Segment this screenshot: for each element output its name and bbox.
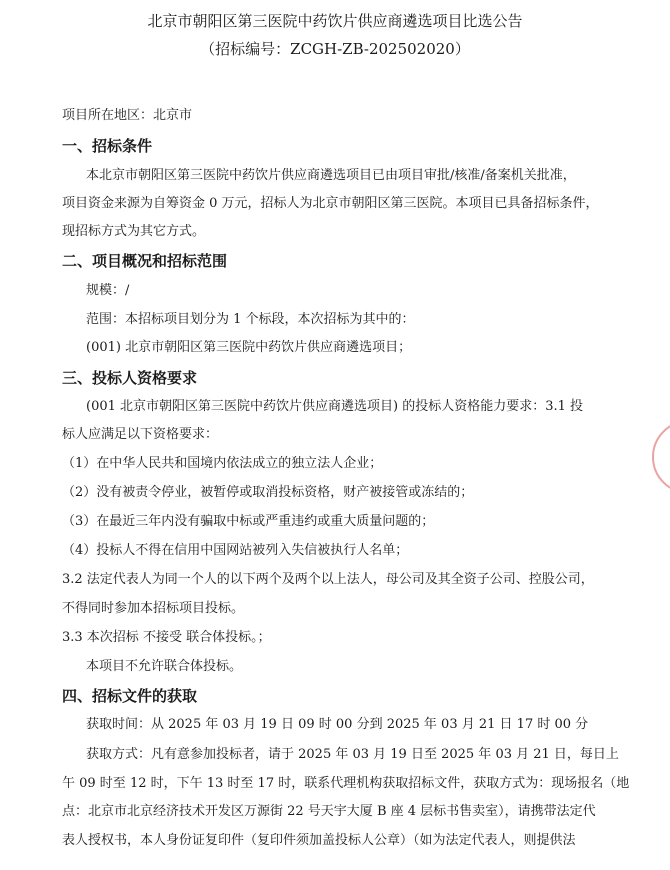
text-line: (001) 北京市朝阳区第三医院中药饮片供应商遴选项目； — [86, 340, 412, 355]
text-line: 现招标方式为其它方式。 — [62, 224, 206, 239]
project-region: 项目所在地区：北京市 — [62, 108, 193, 123]
text-line: 本北京市朝阳区第三医院中药饮片供应商遴选项目已由项目审批/核准/备案机关批准， — [86, 168, 576, 183]
text-line: （2）没有被责令停业，被暂停或取消投标资格，财产被接管或冻结的； — [62, 485, 474, 500]
text-line: 规模：/ — [86, 283, 130, 298]
text-line: （4）投标人不得在信用中国网站被列入失信被执行人名单； — [62, 543, 409, 558]
section-heading: 三、投标人资格要求 — [62, 369, 198, 387]
text-line: 获取方式：凡有意参加投标者，请于 2025 年 03 月 19 日至 2025 年 03 月 21 日，每日上 — [86, 747, 619, 762]
text-line: 标人应满足以下资格要求： — [62, 427, 219, 442]
text-line: 范围：本招标项目划分为 1 个标段，本次招标为其中的： — [86, 312, 415, 327]
text-line: （3）在最近三年内没有骗取中标或严重违约或重大质量问题的； — [62, 514, 435, 529]
page-title: 北京市朝阳区第三医院中药饮片供应商遴选项目比选公告 — [147, 12, 523, 30]
text-line: 3.3 本次招标 不接受 联合体投标。； — [62, 630, 271, 645]
text-line: （1）在中华人民共和国境内依法成立的独立法人企业； — [62, 456, 383, 471]
text-line: 点：北京市北京经济技术开发区万源街 22 号天宇大厦 B 座 4 层标书售卖室），请携带法定代 — [62, 804, 596, 819]
text-line: 不得同时参加本招标项目投标。 — [62, 601, 245, 616]
section-heading: 二、项目概况和招标范围 — [62, 252, 228, 270]
text-line: 3.2 法定代表人为同一个人的以下两个及两个以上法人，母公司及其全资子公司、控股公司， — [62, 572, 594, 587]
tender-number: （招标编号：ZCGH-ZB-202502020） — [200, 40, 470, 58]
text-line: 项目资金来源为自筹资金 0 万元，招标人为北京市朝阳区第三医院。本项目已具备招标条件， — [62, 196, 599, 211]
section-heading: 一、招标条件 — [62, 137, 153, 155]
text-line: 表人授权书，本人身份证复印件（复印件须加盖投标人公章）（如为法定代表人，则提供法 — [62, 833, 576, 848]
text-line: (001 北京市朝阳区第三医院中药饮片供应商遴选项目) 的投标人资格能力要求：3.1 投 — [86, 399, 584, 414]
section-heading: 四、招标文件的获取 — [62, 687, 198, 705]
seal-stamp — [652, 420, 670, 494]
text-line: 午 09 时至 12 时，下午 13 时至 17 时，联系代理机构获取招标文件，获取方式为：现场报名（地 — [62, 776, 630, 791]
text-line: 获取时间：从 2025 年 03 月 19 日 09 时 00 分到 2025 年 03 月 21 日 17 时 00 分 — [86, 717, 589, 732]
text-line: 本项目不允许联合体投标。 — [86, 659, 243, 674]
